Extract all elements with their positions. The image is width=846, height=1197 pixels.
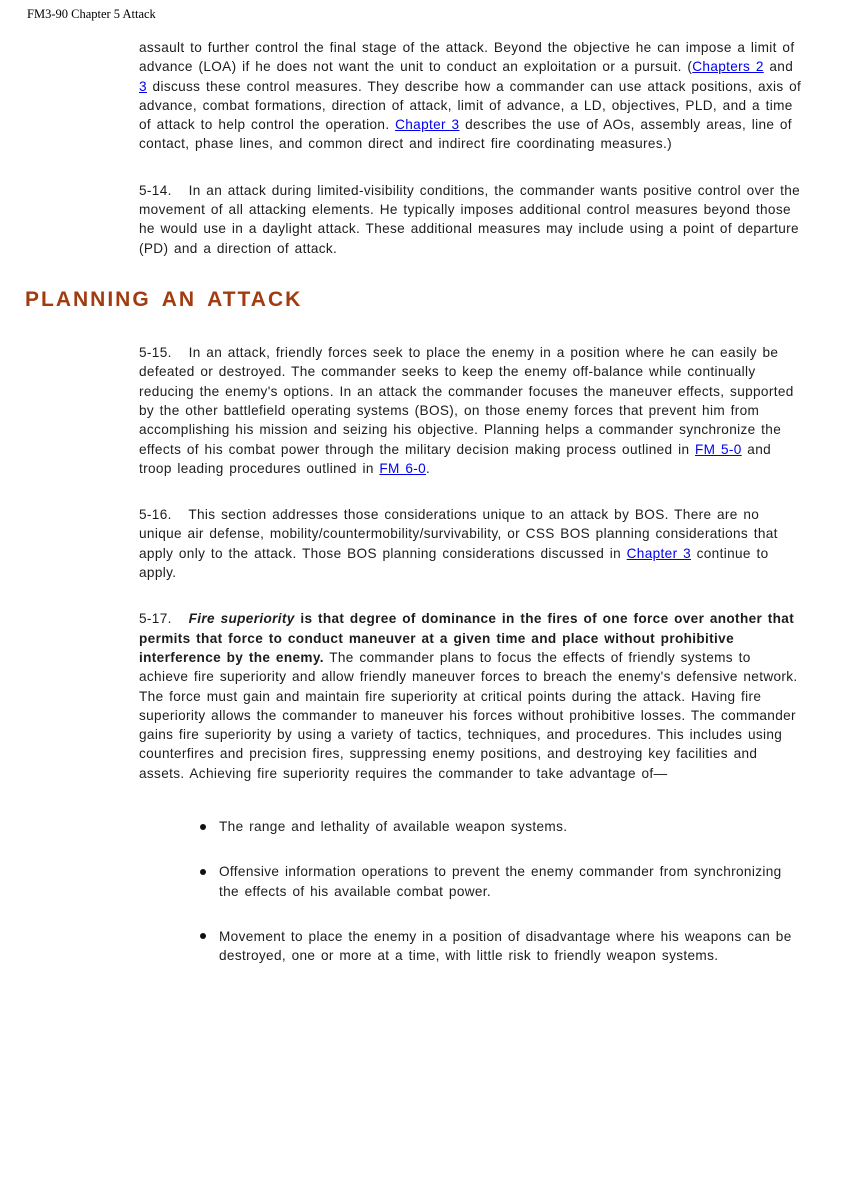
bullet-text: Offensive information operations to prevent the enemy commander from synchronizing the effects of his available combat power. [219,864,782,899]
doc-link-chapter-3[interactable]: Chapter 3 [395,117,460,133]
doc-link-chapters-2[interactable]: Chapters 2 [692,59,764,75]
text-run: and [763,59,794,75]
content-blocks [25,38,805,965]
text-run: 5-15. In an attack, friendly forces seek to place the enemy in a position where he can easily be defeated or destroyed. The commander seeks to keep the enemy off-balance while continually reducing the enemy's options. In an attack the commander focuses the maneuver effects, supported by the other battlefield operating systems (BOS), on those enemy forces that prevent him from accomplishing his mission and seizing his objective. Planning helps a commander synchronize the effects of his combat power through the military decision making process outlined in [139,345,794,457]
bullet-list [200,817,800,965]
text-run: 5-14. In an attack during limited-visibility conditions, the commander wants positive control over the movement of all attacking elements. He typically imposes additional control measures beyond those he would use in a daylight attack. These additional measures may include using a point of departure (PD) and a direction of attack. [139,182,801,256]
text-run: is that degree of dominance in the fires of one force over another that permits that force to conduct maneuver at a given time and place without prohibitive interference by the enemy. [139,611,795,665]
text-run: . [426,460,431,476]
bullet-icon [200,824,206,830]
doc-link-chapter-3[interactable]: Chapter 3 [626,545,691,561]
doc-link-fm-5-0[interactable]: FM 5-0 [695,441,742,457]
bullet-text: Movement to place the enemy in a position of disadvantage where his weapons can be destroyed, one or more at a time, with little risk to friendly weapon systems. [219,928,792,964]
para-5-13-continued [139,38,805,154]
para-5-16 [139,505,805,582]
doc-link-3[interactable]: 3 [139,78,147,94]
section-heading: PLANNING AN ATTACK [25,287,303,311]
doc-link-fm-6-0[interactable]: FM 6-0 [379,460,427,476]
text-run: and troop leading procedures outlined in [139,441,772,476]
text-run: assault to further control the final stage of the attack. Beyond the objective he can impose a limit of advance (LOA) if he does not want the unit to conduct an exploitation or a pursuit. ( [139,40,795,75]
bullet-icon [200,869,206,875]
para-5-17 [139,609,805,783]
text-run: describes the use of AOs, assembly areas, line of contact, phase lines, and common direct and indirect fire coordinating measures.) [139,117,792,152]
text-run: 5-16. This section addresses those considerations unique to an attack by BOS. There are no unique air defense, mobility/countermobility/survivability, or CSS BOS planning considerations that apply only to the attack. Those BOS planning considerations discussed in [139,507,778,561]
bullet-item [200,927,800,966]
bullet-item [200,817,800,836]
page-header: FM3-90 Chapter 5 Attack [27,7,156,21]
text-run: continue to apply. [139,545,769,581]
text-run: Fire superiority [188,611,295,627]
bullet-text: The range and lethality of available weapon systems. [219,819,568,834]
text-run: The commander plans to focus the effects of friendly systems to achieve fire superiority and allow friendly maneuver forces to breach the enemy's defensive network. The force must gain and maintain fire superiority at critical points during the attack. Having fire superiority allows the commander to maneuver his forces without prohibitive losses. The commander gains fire superiority by using a variety of tactics, techniques, and procedures. This includes using counterfires and precision fires, suppressing enemy positions, and destroying key facilities and assets. Achieving fire superiority requires the commander to take advantage of— [139,649,798,781]
para-5-14 [139,181,805,258]
text-run: discuss these control measures. They describe how a commander can use attack positions, axis of advance, combat formations, direction of attack, limit of advance, a LD, objectives, PLD, and a time of attack to help control the operation. [139,78,802,133]
text-run: 5-17. [139,611,189,627]
para-5-15 [139,343,805,478]
bullet-item [200,862,800,901]
bullet-icon [200,933,206,939]
